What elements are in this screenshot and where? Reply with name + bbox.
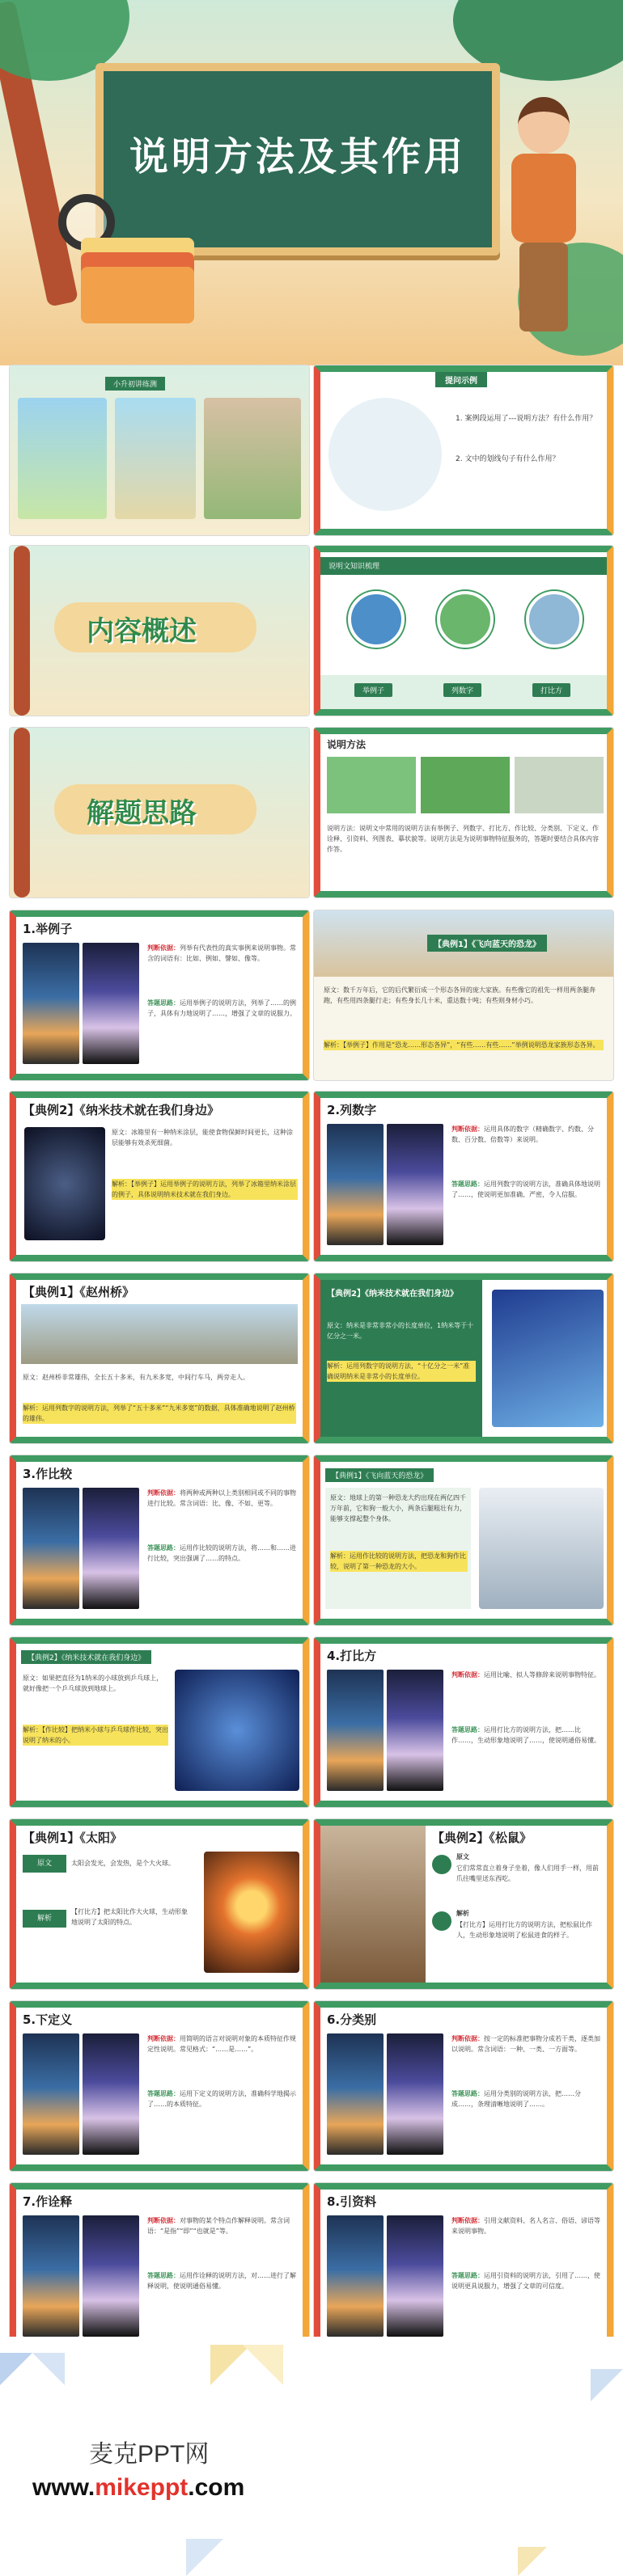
mountain-photo (526, 591, 583, 648)
slide-preview (10, 365, 309, 535)
city-photo (327, 1670, 384, 1791)
island-photo (437, 591, 494, 648)
answer-text: 运用举例子的说明方法，列举了……的例子，具体有力地说明了……，增强了文章的说服力。 (147, 999, 296, 1017)
slide-tag: 说明方法 (327, 739, 367, 750)
slide-questions (314, 365, 613, 535)
label-source: 原文 (23, 1855, 66, 1873)
bridge-photo (21, 1304, 298, 1364)
question-2: 2. 文中的划线句子有什么作用？ (456, 455, 560, 463)
corner-triangle (0, 2353, 32, 2385)
label-judge: 判断依据： (147, 2035, 180, 2042)
night-photo (83, 2033, 139, 2155)
label-answer: 答题思路： (451, 2090, 484, 2097)
brand-url[interactable]: www.mikeppt.com (32, 2474, 245, 2501)
answer-text: 运用分类别的说明方法，把……分成……，条理清晰地说明了……。 (451, 2090, 581, 2108)
explorer-illustration (328, 398, 442, 511)
slide-case (10, 1637, 309, 1807)
dna-photo (492, 1290, 604, 1427)
question-1: 1. 案例段运用了---说明方法？有什么作用？ (456, 415, 597, 423)
slide-case (314, 1273, 613, 1443)
section-slide (10, 546, 309, 716)
label-answer: 答题思路： (147, 2090, 180, 2097)
case-answer: 【打比方】运用打比方的说明方法，把松鼠比作人，生动形象地说明了松鼠进食的样子。 (456, 1921, 592, 1939)
globe-photo (348, 591, 405, 648)
corner-triangle (243, 2345, 283, 2385)
corner-triangle (186, 2539, 223, 2576)
case-body: 原文：赵州桥非常雄伟，全长五十多米，有九米多宽，中间行车马，两旁走人。 (23, 1374, 249, 1381)
classroom-photo (204, 398, 301, 519)
case-body: 原文：如果把直径为1纳米的小球放到乒乓球上，就好像把一个乒乓球放到地球上。 (23, 1674, 163, 1692)
magnifier-icon (58, 194, 115, 251)
slide-example-method (10, 910, 309, 1080)
section-slide (10, 728, 309, 897)
children-photo (115, 398, 196, 519)
case-answer: 解析：运用列数字的说明方法，列举了“五十多米”“九米多宽”的数据，具体准确地说明了赵州桥的雄伟。 (23, 1404, 295, 1422)
label-judge: 判断依据： (147, 944, 180, 952)
slide-case (314, 1819, 613, 1989)
cover-title: 说明方法及其作用 (129, 134, 466, 179)
case-title: 【典例2】《松鼠》 (432, 1831, 532, 1845)
answer-text: 运用下定义的说明方法，准确科学地揭示了……的本质特征。 (147, 2090, 296, 2108)
slide-title: 3.作比较 (23, 1467, 73, 1481)
case-body: 太阳会发光，会发热，是个大火球。 (71, 1860, 175, 1867)
methods-text: 说明方法：说明文中常用的说明方法有举例子、列数字、打比方、作比较、分类别、下定义、作诠释、引资料、列图表、摹状貌等。说明方法是为说明事物特征服务的，答题时要结合具体内容作答。 (327, 825, 599, 853)
slide-title: 2.列数字 (327, 1103, 377, 1117)
label-answer: 答题思路： (451, 1180, 484, 1188)
slide-title: 8.引资料 (327, 2194, 377, 2209)
slide-title: 1.举例子 (23, 922, 73, 936)
city-photo (23, 2033, 79, 2155)
slide-methods (314, 728, 613, 897)
slide-tag: 小升初讲练测 (105, 377, 165, 391)
slide-tag: 提问示例 (435, 372, 487, 387)
label-analysis: 解析 (456, 1910, 469, 1917)
label-answer: 答题思路： (147, 1544, 180, 1552)
slide-case (10, 1819, 309, 1989)
label-answer: 答题思路： (451, 1726, 484, 1734)
corner-triangle (518, 2547, 547, 2576)
answer-text: 运用作比较的说明方法，将……和……进行比较，突出强调了……的特点。 (147, 1544, 296, 1562)
night-photo (83, 943, 139, 1064)
answer-text: 运用打比方的说明方法，把……比作……，生动形象地说明了……，使说明通俗易懂。 (451, 1726, 600, 1744)
slide-tag: 说明文知识梳理 (328, 563, 380, 571)
label-analysis: 解析 (23, 1910, 66, 1928)
campus-photo (18, 398, 107, 519)
slide-number-method (314, 1092, 613, 1261)
slide-define-method (10, 2001, 309, 2171)
pterosaur-photo (479, 1488, 604, 1609)
case-answer: 【打比方】把太阳比作大火球，生动形象地说明了太阳的特点。 (71, 1908, 188, 1926)
boy-illustration (495, 97, 592, 340)
label-answer: 答题思路： (147, 2272, 180, 2279)
judge-text: 将两种或两种以上类别相同或不同的事物进行比较。常含词语：比、像、不如、更等。 (147, 1489, 296, 1507)
brand-name: 麦克PPT网 (89, 2441, 210, 2468)
bullet-icon (432, 1911, 451, 1931)
section-title: 解题思路 (87, 797, 197, 830)
tag-metaphor[interactable]: 打比方 (532, 683, 570, 697)
case-body: 原文：地球上的第一种恐龙大约出现在两亿四千万年前，它和狗一般大小，两条后腿粗壮有力，能够支撑起整个身体。 (330, 1494, 466, 1522)
case-body: 它们常常直立着身子坐着，像人们用手一样，用前爪往嘴里送东西吃。 (456, 1864, 599, 1882)
squirrel-photo (320, 1826, 426, 1983)
label-judge: 判断依据： (451, 1125, 484, 1133)
slide-classify-method (314, 2001, 613, 2171)
city-photo (23, 2215, 79, 2337)
label-judge: 判断依据： (451, 1671, 484, 1679)
hexagon-photo (175, 1670, 299, 1791)
case-body: 原文：数千万年后，它的后代繁衍成一个形态各异的庞大家族。有些像它的祖先一样用两条腿奔跑，有些用四条腿行走；有些身长几十米，重达数十吨；有些则身材小巧。 (324, 986, 595, 1004)
answer-text: 运用列数字的说明方法，准确具体地说明了……，使说明更加准确、严密，令人信服。 (451, 1180, 600, 1198)
case-answer: 解析：运用作比较的说明方法，把恐龙和狗作比较，说明了第一种恐龙的大小。 (330, 1552, 466, 1570)
judge-text: 运用具体的数字（精确数字、约数、分数、百分数、倍数等）来说明。 (451, 1125, 594, 1143)
slide-knowledge (314, 546, 613, 716)
label-judge: 判断依据： (451, 2217, 484, 2224)
city-photo (327, 1124, 384, 1245)
slide-quote-method (314, 2183, 613, 2353)
night-photo (387, 2215, 443, 2337)
label-answer: 答题思路： (451, 2272, 484, 2279)
label-judge: 判断依据： (147, 2217, 180, 2224)
judge-text: 运用比喻、拟人等修辞来说明事物特征。 (484, 1671, 600, 1679)
night-photo (83, 2215, 139, 2337)
case-title: 【典例1】《赵州桥》 (23, 1285, 134, 1299)
case-title: 【典例1】《飞向蓝天的恐龙》 (325, 1468, 434, 1482)
slide-case (314, 1455, 613, 1625)
judge-text: 对事物的某个特点作解释说明。常含词语：“是指”“即”“也就是”等。 (147, 2217, 290, 2235)
case-answer: 解析：运用列数字的说明方法，“十亿分之一米”准确说明纳米是非常小的长度单位。 (327, 1361, 476, 1382)
case-title: 【典例2】《纳米技术就在我们身边》 (21, 1650, 151, 1664)
label-answer: 答题思路： (147, 999, 180, 1007)
slide-compare-method (10, 1455, 309, 1625)
city-photo (23, 943, 79, 1064)
slide-case (314, 910, 613, 1080)
cover-slide (0, 0, 623, 365)
answer-text: 运用引资料的说明方法，引用了……，使说明更具说服力，增强了文章的可信度。 (451, 2272, 600, 2290)
books-photo (515, 757, 604, 813)
case-title: 【典例1】《飞向蓝天的恐龙》 (427, 935, 547, 952)
case-title: 【典例1】《太阳》 (23, 1831, 122, 1845)
city-photo (327, 2033, 384, 2155)
tag-example[interactable]: 举例子 (354, 683, 392, 697)
answer-text: 运用作诠释的说明方法，对……进行了解释说明，使说明通俗易懂。 (147, 2272, 296, 2290)
plant-photo (421, 757, 510, 813)
city-photo (327, 2215, 384, 2337)
bullet-icon (432, 1855, 451, 1874)
slide-title: 6.分类别 (327, 2012, 377, 2027)
slide-explain-method (10, 2183, 309, 2353)
case-answer: 解析：【作比较】把纳米小球与乒乓球作比较，突出说明了纳米的小。 (23, 1726, 168, 1744)
corner-triangle (32, 2353, 65, 2385)
case-answer: 解析：【举例子】作用是“恐龙……形态各异”，“有些……有些……”举例说明恐龙家族形态各异。 (324, 1040, 604, 1050)
label-judge: 判断依据： (451, 2035, 484, 2042)
corner-triangle (591, 2369, 623, 2401)
slide-title: 5.下定义 (23, 2012, 73, 2027)
night-photo (387, 2033, 443, 2155)
case-answer: 解析：【举例子】运用举例子的说明方法，列举了冰箱里纳米涂层的例子，具体说明纳米技术就在我们身边。 (112, 1180, 296, 1198)
judge-text: 用简明的语言对说明对象的本质特征作规定性说明。常见格式：“……是……”。 (147, 2035, 296, 2053)
night-photo (387, 1670, 443, 1791)
night-photo (387, 1124, 443, 1245)
slide-case (10, 1092, 309, 1261)
leaves-photo (327, 757, 416, 813)
judge-text: 列举有代表性的真实事例来说明事物。常含的词语有：比如、例如、譬如、像等。 (147, 944, 296, 962)
nano-photo (24, 1127, 105, 1240)
judge-text: 引用文献资料、名人名言、俗语、谚语等来说明事物。 (451, 2217, 600, 2235)
slide-title: 4.打比方 (327, 1649, 377, 1663)
section-title: 内容概述 (87, 615, 197, 648)
case-title: 【典例2】《纳米技术就在我们身边》 (327, 1290, 458, 1299)
slide-title: 7.作诠释 (23, 2194, 73, 2209)
sunset-photo (204, 1852, 299, 1973)
case-title: 【典例2】《纳米技术就在我们身边》 (23, 1103, 219, 1117)
night-photo (83, 1488, 139, 1609)
case-body: 原文：纳米是非常非常小的长度单位，1纳米等于十亿分之一米。 (327, 1322, 474, 1340)
books-illustration (81, 267, 194, 323)
tag-number[interactable]: 列数字 (443, 683, 481, 697)
label-source: 原文 (456, 1853, 469, 1860)
case-body: 原文：冰箱里有一种纳米涂层，能使食物保鲜时间更长，这种涂层能够有效杀死细菌。 (112, 1129, 293, 1147)
judge-text: 按一定的标准把事物分成若干类，逐类加以说明。常含词语：一种、一类、一方面等。 (451, 2035, 600, 2053)
slide-case (10, 1273, 309, 1443)
label-judge: 判断依据： (147, 1489, 180, 1497)
slide-metaphor-method (314, 1637, 613, 1807)
city-photo (23, 1488, 79, 1609)
